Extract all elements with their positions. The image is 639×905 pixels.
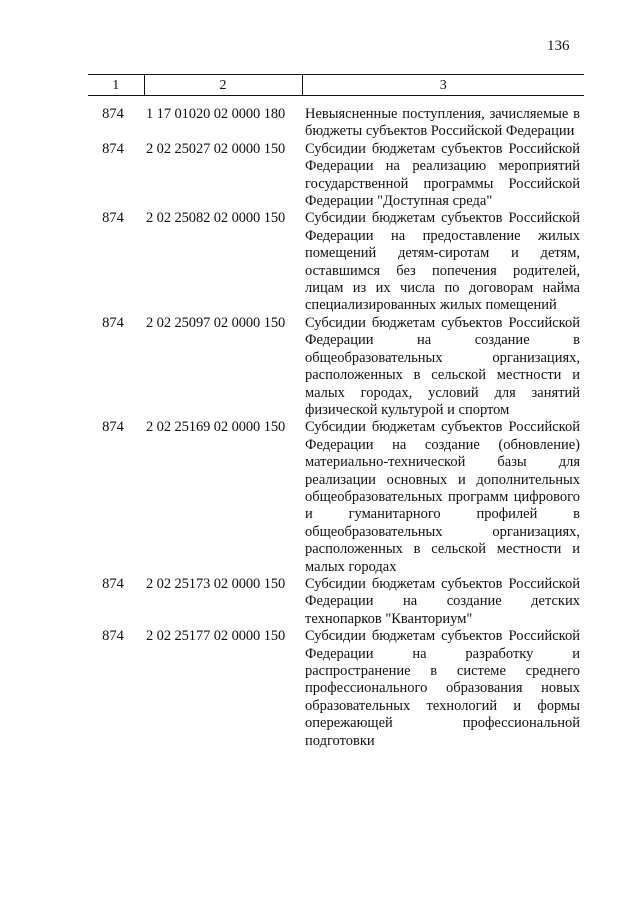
table-row [88,210,584,314]
admin-code: 874 [102,419,124,436]
admin-code: 874 [102,210,124,227]
table-row [88,628,584,750]
admin-code: 874 [102,106,124,122]
header-row [88,75,584,96]
income-description: Субсидии бюджетам субъектов Российской Федерации на создание детских технопарков "Кванториум" [305,575,580,627]
income-description: Невыясненные поступления, зачисляемые в бюджеты субъектов Российской Федерации [305,106,580,140]
table-row [88,576,584,628]
column-header-2: 2 [144,75,302,96]
admin-code: 874 [102,314,124,331]
budget-classification-code: 2 02 25173 02 0000 150 [146,575,286,592]
budget-classification-code: 2 02 25027 02 0000 150 [146,140,286,157]
admin-code: 874 [102,575,124,592]
income-description: Субсидии бюджетам субъектов Российской Федерации на разработку и распространение в системе среднего профессионального образования новых образовательных технологий и формы опережающей профессиональной подготовки [305,628,580,749]
column-header-3: 3 [302,75,584,96]
column-header-1: 1 [88,75,144,96]
budget-codes-table [88,74,584,750]
budget-classification-code: 2 02 25082 02 0000 150 [146,210,286,227]
budget-classification-code: 2 02 25177 02 0000 150 [146,628,286,645]
income-description: Субсидии бюджетам субъектов Российской Федерации на предоставление жилых помещений детям-сиротам и детям, оставшимся без попечения родителей, лицам из их числа по договорам найма специализированных жилых помещений [305,210,580,314]
income-description: Субсидии бюджетам субъектов Российской Федерации на реализацию мероприятий государственной программы Российской Федерации "Доступная среда" [305,140,580,210]
table-header [88,75,584,96]
table-row [88,315,584,419]
table-row [88,419,584,576]
income-description: Субсидии бюджетам субъектов Российской Федерации на создание (обновление) материально-технической базы для реализации основных и дополнительных общеобразовательных программ цифрового и гуманитарного профилей в общеобразовательных организациях, расположенных в сельской местности и малых городах [305,419,580,575]
admin-code: 874 [102,628,124,645]
budget-classification-code: 2 02 25097 02 0000 150 [146,314,286,331]
table-row [88,96,584,141]
table-body [88,96,584,751]
admin-code: 874 [102,140,124,157]
page-number: 136 [547,38,570,54]
budget-classification-code: 2 02 25169 02 0000 150 [146,419,286,436]
table-row [88,141,584,211]
budget-classification-code: 1 17 01020 02 0000 180 [146,106,286,122]
income-description: Субсидии бюджетам субъектов Российской Федерации на создание в общеобразовательных организациях, расположенных в сельской местности и малых городах, условий для занятий физической культурой и спортом [305,314,580,418]
